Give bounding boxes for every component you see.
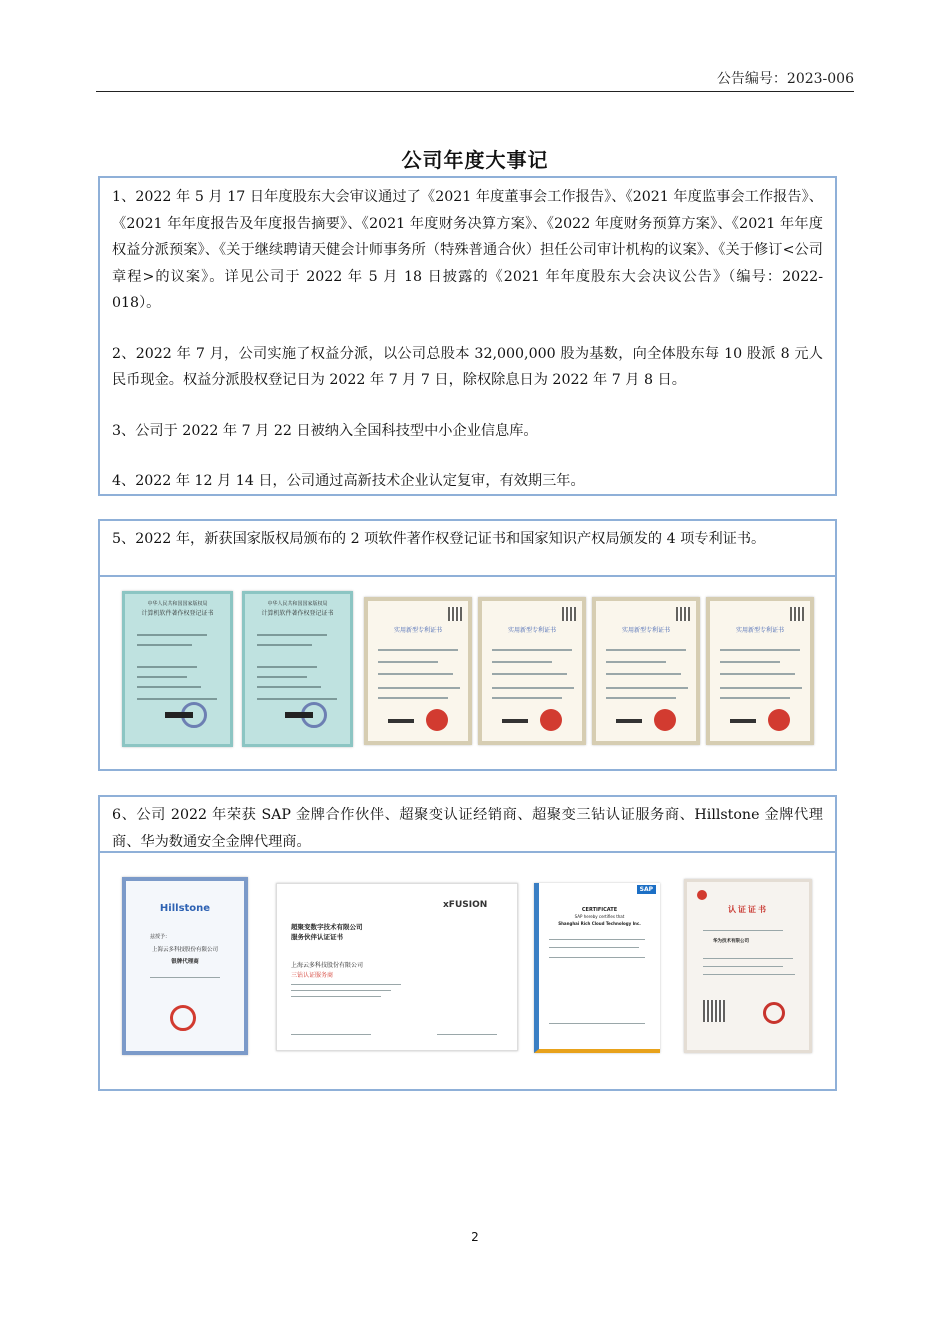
partner-certificate-gallery xyxy=(100,853,835,1089)
hillstone-certificate: Hillstone 兹授予： 上海云多科技股份有限公司 银牌代理商 xyxy=(122,877,248,1055)
event-item-6: 6、公司 2022 年荣获 SAP 金牌合作伙伴、超聚变认证经销商、超聚变三钻认证服务商、Hillstone 金牌代理商、华为数通安全金牌代理商。 xyxy=(112,807,823,850)
header-rule xyxy=(96,91,854,92)
patent-certificate: 实用新型专利证书 xyxy=(364,597,472,745)
software-copyright-certificate: 中华人民共和国国家版权局 计算机软件著作权登记证书 xyxy=(122,591,233,747)
software-copyright-certificate: 中华人民共和国国家版权局 计算机软件著作权登记证书 xyxy=(242,591,353,747)
event-item-5: 5、2022 年，新获国家版权局颁布的 2 项软件著作权登记证书和国家知识产权局颁发的 4 项专利证书。 xyxy=(112,531,766,547)
patent-certificate: 实用新型专利证书 xyxy=(706,597,814,745)
events-box-2 xyxy=(98,519,837,771)
event-item: 4、2022 年 12 月 14 日，公司通过高新技术企业认定复审，有效期三年。 xyxy=(112,473,585,489)
announcement-number: 公告编号：2023-006 xyxy=(716,71,854,87)
page-number: 2 xyxy=(471,1230,479,1244)
events-box-3 xyxy=(98,795,837,1091)
patent-certificate: 实用新型专利证书 xyxy=(478,597,586,745)
event-item: 2、2022 年 7 月，公司实施了权益分派，以公司总股本 32,000,000 股为基数，向全体股东每 10 股派 8 元人民币现金。权益分派股权登记日为 2022 年 7 月 7 日，除权除息日为 2022 年 7 月 8 日。 xyxy=(112,345,823,388)
page-title: 公司年度大事记 xyxy=(401,148,549,172)
event-item: 1、2022 年 5 月 17 日年度股东大会审议通过了《2021 年度董事会工作报告》、《2021 年度监事会工作报告》、《2021 年年度报告及年度报告摘要》、《2021 年度财务决算方案》、《2022 年度财务预算方案》、《2021 年年度权益分派预案》、《关于继续聘请天健会计师事务所（特殊普通合伙）担任公司审计机构的议案》、《关于修订<公司章程>的议案》。详见公司于 2022 年 5 月 18 日披露的《2021 年年度股东大会决议公告》（编号：2022-018）。 xyxy=(112,189,823,311)
events-box-1 xyxy=(98,176,837,496)
huawei-certificate: 认证证书 华为技术有限公司 xyxy=(684,879,812,1053)
sap-certificate: SAP CERTIFICATE SAP hereby certifies that Shanghai Rich Cloud Technology Inc. xyxy=(534,883,660,1053)
patent-certificate: 实用新型专利证书 xyxy=(592,597,700,745)
xfusion-certificate: xFUSION 超聚变数字技术有限公司 服务伙伴认证证书 上海云多科技股份有限公司 三钻认证服务商 xyxy=(276,883,518,1051)
event-item: 3、公司于 2022 年 7 月 22 日被纳入全国科技型中小企业信息库。 xyxy=(112,422,538,439)
ip-certificate-gallery xyxy=(100,577,835,769)
